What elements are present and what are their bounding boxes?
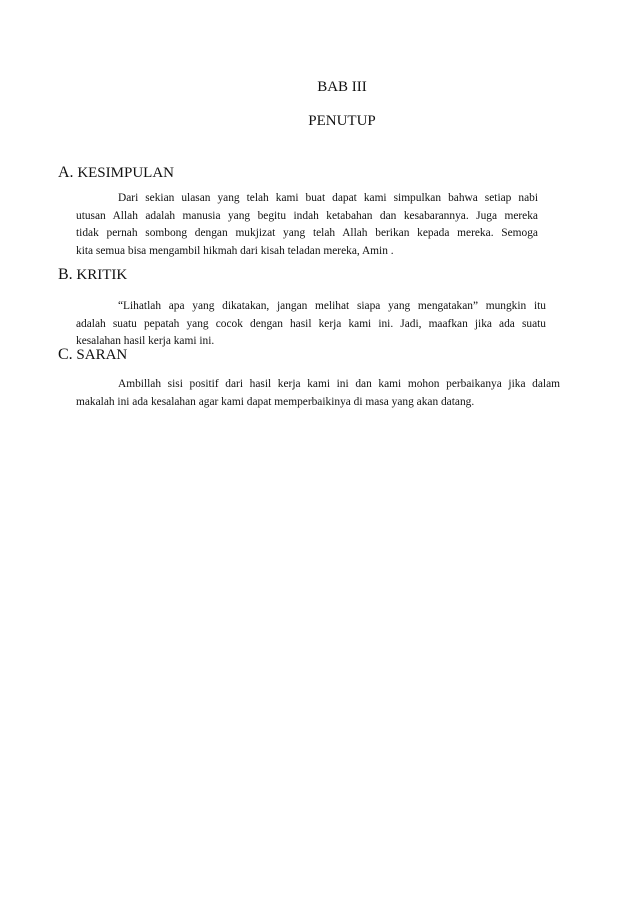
paragraph-line: makalah ini ada kesalahan agar kami dapat memperbaikinya di masa yang akan datang. xyxy=(76,395,475,408)
section-heading-kesimpulan xyxy=(58,164,174,182)
paragraph-line: Dari sekian ulasan yang telah kami buat dapat kami simpulkan bahwa setiap nabi xyxy=(118,192,538,204)
chapter-number: BAB III xyxy=(317,79,367,95)
section-title: SARAN xyxy=(76,347,128,363)
paragraph-line: tidak pernah sombong dengan mukjizat yang telah Allah berikan kepada mereka. Semoga xyxy=(76,227,538,240)
section-title: KESIMPULAN xyxy=(77,165,174,181)
section-heading-kritik xyxy=(58,266,127,284)
section-heading-saran xyxy=(58,346,127,364)
paragraph-kesimpulan xyxy=(76,190,538,261)
paragraph-saran xyxy=(76,376,560,411)
paragraph-kritik xyxy=(76,298,546,351)
section-letter: B. xyxy=(58,266,73,283)
paragraph-line: utusan Allah adalah manusia yang begitu indah ketabahan dan kesabarannya. Juga mereka xyxy=(76,209,538,222)
paragraph-line: Ambillah sisi positif dari hasil kerja kami ini dan kami mohon perbaikanya jika dalam xyxy=(118,378,560,390)
section-letter: A. xyxy=(58,164,74,181)
paragraph-line: kita semua bisa mengambil hikmah dari kisah teladan mereka, Amin . xyxy=(76,245,394,258)
section-title: KRITIK xyxy=(76,267,128,283)
chapter-title: PENUTUP xyxy=(308,113,376,129)
paragraph-line: “Lihatlah apa yang dikatakan, jangan melihat siapa yang mengatakan” mungkin itu xyxy=(118,300,546,312)
section-letter: C. xyxy=(58,346,73,363)
paragraph-line: adalah suatu pepatah yang cocok dengan hasil kerja kami ini. Jadi, maafkan jika ada suatu xyxy=(76,317,546,330)
paragraph-line: kesalahan hasil kerja kami ini. xyxy=(76,335,215,348)
